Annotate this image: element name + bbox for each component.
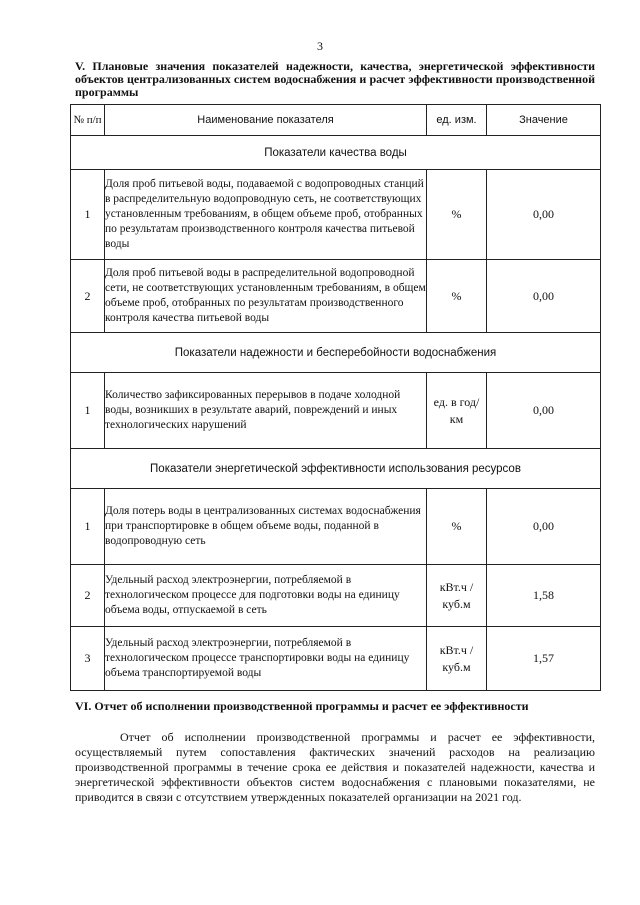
indicator-unit: % (427, 260, 487, 333)
indicator-value: 0,00 (487, 489, 601, 565)
indicator-name: Удельный расход электроэнергии, потребляемой в технологическом процессе для подготовки воды на единицу объема воды, отпускаемой в сеть (105, 565, 427, 627)
section-vi-title: VI. Отчет об исполнении производственной программы и расчет ее эффективности (75, 699, 529, 713)
section-vi-paragraph: Отчет об исполнении производственной программы и расчет ее эффективности, осуществляемый путем сопоставления фактических значений расходов на реализацию производственной программы в течение срока ее действия и показателей надежности, качества и энергетической эффективности объектов систем водоснабжения с плановыми показателями, не приводится в связи с отсутствием утвержденных показателей организации на 2021 год. (75, 730, 595, 804)
header-num: № п/п (71, 105, 105, 136)
indicator-value: 0,00 (487, 260, 601, 333)
table-header-row (71, 105, 601, 136)
indicator-unit: % (427, 170, 487, 260)
group-row (71, 136, 601, 170)
indicator-unit: % (427, 489, 487, 565)
row-number: 3 (71, 627, 105, 691)
header-unit: ед. изм. (427, 105, 487, 136)
indicator-unit: ед. в год/ км (427, 373, 487, 449)
indicator-value: 0,00 (487, 170, 601, 260)
row-number: 1 (71, 170, 105, 260)
row-number: 1 (71, 489, 105, 565)
table-row (71, 260, 601, 333)
indicator-name: Удельный расход электроэнергии, потребляемой в технологическом процессе транспортировки воды на единицу объема транспортируемой воды (105, 627, 427, 691)
header-name: Наименование показателя (105, 105, 427, 136)
table-row (71, 170, 601, 260)
header-value: Значение (487, 105, 601, 136)
row-number: 2 (71, 565, 105, 627)
indicator-name: Доля проб питьевой воды, подаваемой с водопроводных станций в распределительную водопроводную сеть, не соответствующих установленным требованиям, в общем объеме проб, отобранных по результатам производственного контроля качества питьевой воды (105, 170, 427, 260)
table-row (71, 627, 601, 691)
group-title-reliability: Показатели надежности и бесперебойности водоснабжения (71, 333, 601, 373)
row-number: 1 (71, 373, 105, 449)
table-row (71, 373, 601, 449)
indicators-table (70, 104, 601, 691)
group-title-quality: Показатели качества воды (71, 136, 601, 170)
indicator-name: Количество зафиксированных перерывов в подаче холодной воды, возникших в результате аварий, повреждений и иных технологических нарушений (105, 373, 427, 449)
row-number: 2 (71, 260, 105, 333)
indicator-unit: кВт.ч / куб.м (427, 627, 487, 691)
indicator-name: Доля проб питьевой воды в распределительной водопроводной сети, не соответствующих установленным требованиям, в общем объеме проб, отобранных по результатам производственного контроля качества питьевой воды (105, 260, 427, 333)
indicator-value: 0,00 (487, 373, 601, 449)
indicator-unit: кВт.ч / куб.м (427, 565, 487, 627)
group-row (71, 333, 601, 373)
indicator-value: 1,57 (487, 627, 601, 691)
group-title-energy: Показатели энергетической эффективности использования ресурсов (71, 449, 601, 489)
indicator-value: 1,58 (487, 565, 601, 627)
table-row (71, 489, 601, 565)
section-v-title: V. Плановые значения показателей надежности, качества, энергетической эффективности объектов централизованных систем водоснабжения и расчет эффективности производственной программы (75, 59, 595, 99)
group-row (71, 449, 601, 489)
indicator-name: Доля потерь воды в централизованных системах водоснабжения при транспортировке в общем объеме воды, поданной в водопроводную сеть (105, 489, 427, 565)
page-number: 3 (317, 39, 323, 53)
table-row (71, 565, 601, 627)
